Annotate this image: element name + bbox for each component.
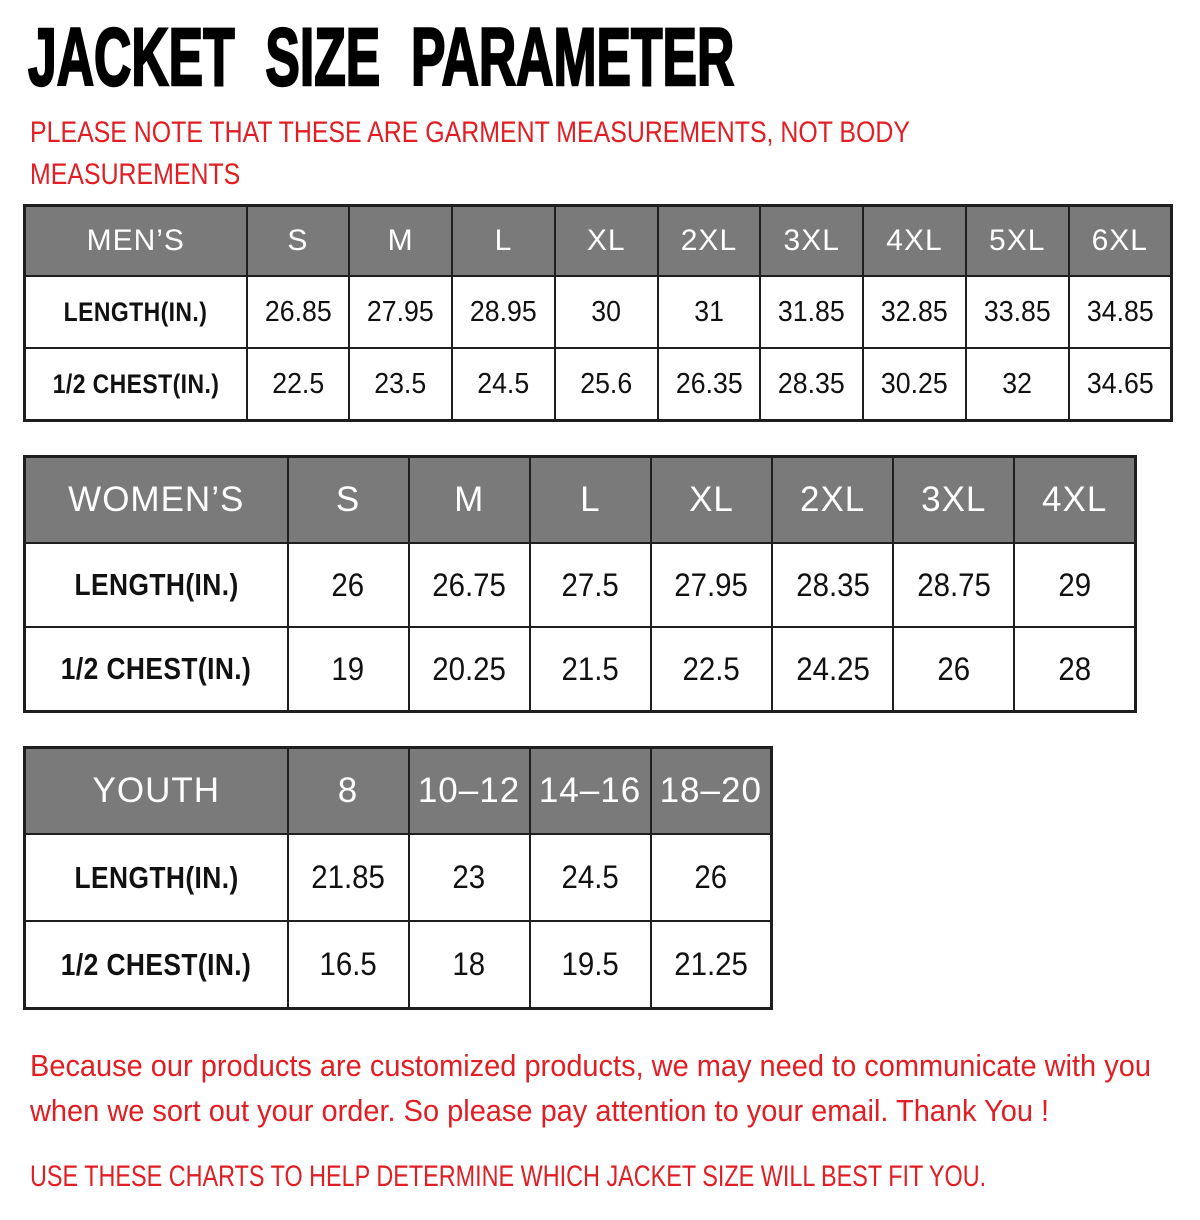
size-column-header: [863, 206, 966, 277]
measurement-value: 32.85: [881, 295, 948, 328]
page-title: JACKET SIZE PARAMETER: [28, 12, 735, 103]
garment-measurements-note: [30, 112, 1200, 196]
size-column-header: [555, 206, 658, 277]
measurement-value-cell: [409, 627, 530, 712]
measurement-value: 23: [452, 859, 486, 895]
size-label: 2XL: [680, 224, 738, 257]
size-column-header: [658, 206, 761, 277]
measurement-value: 24.5: [477, 367, 530, 400]
measurement-value: 18: [452, 946, 486, 982]
measurement-value: 16.5: [319, 946, 377, 982]
size-label: 10–12: [417, 771, 521, 810]
size-column-header: [349, 206, 452, 277]
size-column-header: [651, 748, 772, 835]
size-column-header: [772, 457, 893, 544]
measurement-value: 33.85: [983, 295, 1051, 328]
measurement-value-cell: [530, 543, 651, 627]
group-label-youth: [25, 748, 288, 835]
group-label-text: MEN’S: [86, 224, 185, 257]
measurement-value: 26: [331, 566, 365, 603]
measurement-value: 28.35: [795, 566, 870, 603]
measurement-value: 28.35: [778, 367, 846, 400]
measurement-value-cell: [651, 921, 772, 1009]
measurement-value-cell: [555, 276, 658, 348]
measurement-value: 19: [331, 650, 365, 687]
measurement-value-cell: [772, 627, 893, 712]
measurement-value: 26: [694, 859, 728, 895]
measurement-value-cell: [288, 921, 409, 1009]
measurement-value: 28.95: [470, 295, 537, 328]
measurement-value-cell: [863, 348, 966, 421]
row-label-text: 1/2 CHEST(IN.): [52, 368, 220, 399]
measurement-value-cell: [863, 276, 966, 348]
size-table-mens: [23, 204, 1173, 422]
measurement-value: 30: [591, 295, 622, 328]
size-column-header: [530, 748, 651, 835]
measurement-value-cell: [1069, 348, 1172, 421]
measurement-value: 23.5: [374, 367, 427, 400]
size-label: 4XL: [1042, 480, 1108, 519]
measurement-value: 24.5: [561, 859, 619, 895]
measurement-value: 27.5: [561, 566, 619, 603]
size-label: 4XL: [886, 224, 943, 257]
measurement-value: 28.75: [916, 566, 991, 603]
row-label-text: LENGTH(IN.): [63, 296, 208, 327]
measurement-value: 24.25: [795, 650, 870, 687]
measurement-value: 32: [1002, 367, 1033, 400]
measurement-value: 21.5: [561, 650, 619, 687]
measurement-value-cell: [966, 276, 1069, 348]
size-column-header: [409, 748, 530, 835]
size-label: 3XL: [921, 480, 987, 519]
measurement-value-cell: [893, 543, 1014, 627]
custom-products-paragraph: [30, 1044, 1200, 1134]
row-label-text: 1/2 CHEST(IN.): [61, 651, 252, 686]
size-column-header: [966, 206, 1069, 277]
size-label: S: [287, 224, 309, 257]
measurement-value-cell: [1014, 627, 1135, 712]
measurement-value-cell: [658, 276, 761, 348]
size-label: XL: [586, 224, 626, 257]
size-tables: [23, 204, 1200, 1010]
measurement-value-cell: [288, 627, 409, 712]
measurement-value-cell: [772, 543, 893, 627]
size-label: 8: [337, 771, 359, 810]
measurement-value-cell: [1069, 276, 1172, 348]
measurement-value-cell: [530, 834, 651, 921]
size-column-header: [452, 206, 555, 277]
row-label-cell: [25, 627, 288, 712]
measurement-value: 26: [937, 650, 971, 687]
measurement-value: 34.85: [1086, 295, 1154, 328]
size-label: XL: [689, 480, 734, 519]
measurement-value-cell: [760, 348, 863, 421]
measurement-value: 31: [694, 295, 724, 328]
row-label-text: 1/2 CHEST(IN.): [61, 946, 252, 982]
size-column-header: [893, 457, 1014, 544]
size-label: 2XL: [799, 480, 866, 519]
size-header-row: [25, 748, 772, 835]
note-line-2: MEASUREMENTS: [30, 158, 241, 191]
measurement-row: [25, 276, 1172, 348]
measurement-value: 26.35: [675, 367, 743, 400]
size-label: 18–20: [659, 771, 762, 810]
size-column-header: [288, 457, 409, 544]
measurement-value-cell: [409, 834, 530, 921]
measurement-value-cell: [966, 348, 1069, 421]
size-table-womens: [23, 455, 1137, 713]
size-table-youth: [23, 746, 773, 1010]
size-column-header: [1069, 206, 1172, 277]
measurement-value-cell: [247, 276, 350, 348]
row-label-cell: [25, 276, 247, 348]
measurement-value-cell: [409, 543, 530, 627]
measurement-value-cell: [530, 921, 651, 1009]
measurement-value-cell: [409, 921, 530, 1009]
measurement-value-cell: [288, 543, 409, 627]
note-line-1: PLEASE NOTE THAT THESE ARE GARMENT MEASUREMENTS, NOT BODY: [30, 116, 910, 149]
measurement-value-cell: [452, 276, 555, 348]
measurement-value-cell: [288, 834, 409, 921]
group-label-text: YOUTH: [92, 771, 220, 810]
measurement-value-cell: [760, 276, 863, 348]
measurement-value-cell: [651, 627, 772, 712]
footer-notes: [30, 1044, 1200, 1198]
measurement-value: 26.85: [264, 295, 332, 328]
footer-line-2: when we sort out your order. So please pay attention to your email. Thank You !: [30, 1094, 1050, 1128]
size-column-header: [760, 206, 863, 277]
row-label-text: LENGTH(IN.): [74, 859, 239, 895]
size-column-header: [530, 457, 651, 544]
size-label: L: [494, 224, 513, 257]
row-label-text: LENGTH(IN.): [74, 567, 239, 602]
measurement-row: [25, 543, 1136, 627]
measurement-value-cell: [452, 348, 555, 421]
size-header-row: [25, 206, 1172, 277]
size-column-header: [247, 206, 350, 277]
size-column-header: [288, 748, 409, 835]
measurement-value-cell: [658, 348, 761, 421]
group-label-text: WOMEN’S: [68, 480, 245, 519]
size-label: 14–16: [538, 771, 642, 810]
measurement-value-cell: [651, 543, 772, 627]
measurement-value-cell: [651, 834, 772, 921]
measurement-value: 34.65: [1086, 367, 1154, 400]
group-label-mens: [25, 206, 247, 277]
measurement-value-cell: [349, 276, 452, 348]
measurement-value: 26.75: [432, 566, 507, 603]
measurement-value-cell: [893, 627, 1014, 712]
measurement-value: 29: [1058, 566, 1092, 603]
measurement-row: [25, 348, 1172, 421]
measurement-value: 28: [1058, 650, 1092, 687]
measurement-row: [25, 921, 772, 1009]
measurement-value: 22.5: [682, 650, 741, 687]
measurement-value-cell: [555, 348, 658, 421]
group-label-womens: [25, 457, 288, 544]
size-column-header: [409, 457, 530, 544]
row-label-cell: [25, 543, 288, 627]
size-label: 3XL: [783, 224, 840, 257]
row-label-cell: [25, 921, 288, 1009]
jacket-size-infographic: [0, 12, 1200, 1220]
row-label-cell: [25, 348, 247, 421]
measurement-value-cell: [530, 627, 651, 712]
size-label: S: [335, 480, 361, 519]
measurement-value: 31.85: [778, 295, 846, 328]
measurement-value: 27.95: [674, 566, 749, 603]
size-label: M: [454, 480, 485, 519]
measurement-value: 19.5: [561, 946, 619, 982]
size-label: M: [387, 224, 414, 257]
size-column-header: [651, 457, 772, 544]
size-label: L: [580, 480, 601, 519]
measurement-value: 30.25: [881, 367, 948, 400]
measurement-value: 21.85: [311, 859, 385, 895]
measurement-value: 22.5: [271, 367, 324, 400]
size-label: 6XL: [1091, 224, 1148, 257]
measurement-row: [25, 627, 1136, 712]
measurement-value: 20.25: [432, 650, 507, 687]
use-charts-note: USE THESE CHARTS TO HELP DETERMINE WHICH JACKET SIZE WILL BEST FIT YOU.: [30, 1160, 987, 1193]
size-column-header: [1014, 457, 1135, 544]
size-header-row: [25, 457, 1136, 544]
size-label: 5XL: [989, 224, 1046, 257]
measurement-value-cell: [1014, 543, 1135, 627]
measurement-value-cell: [349, 348, 452, 421]
measurement-value: 27.95: [367, 295, 435, 328]
row-label-cell: [25, 834, 288, 921]
footer-line-1: Because our products are customized products, we may need to communicate with you: [30, 1049, 1151, 1083]
measurement-value-cell: [247, 348, 350, 421]
measurement-value: 25.6: [580, 367, 633, 400]
measurement-row: [25, 834, 772, 921]
measurement-value: 21.25: [673, 946, 748, 982]
